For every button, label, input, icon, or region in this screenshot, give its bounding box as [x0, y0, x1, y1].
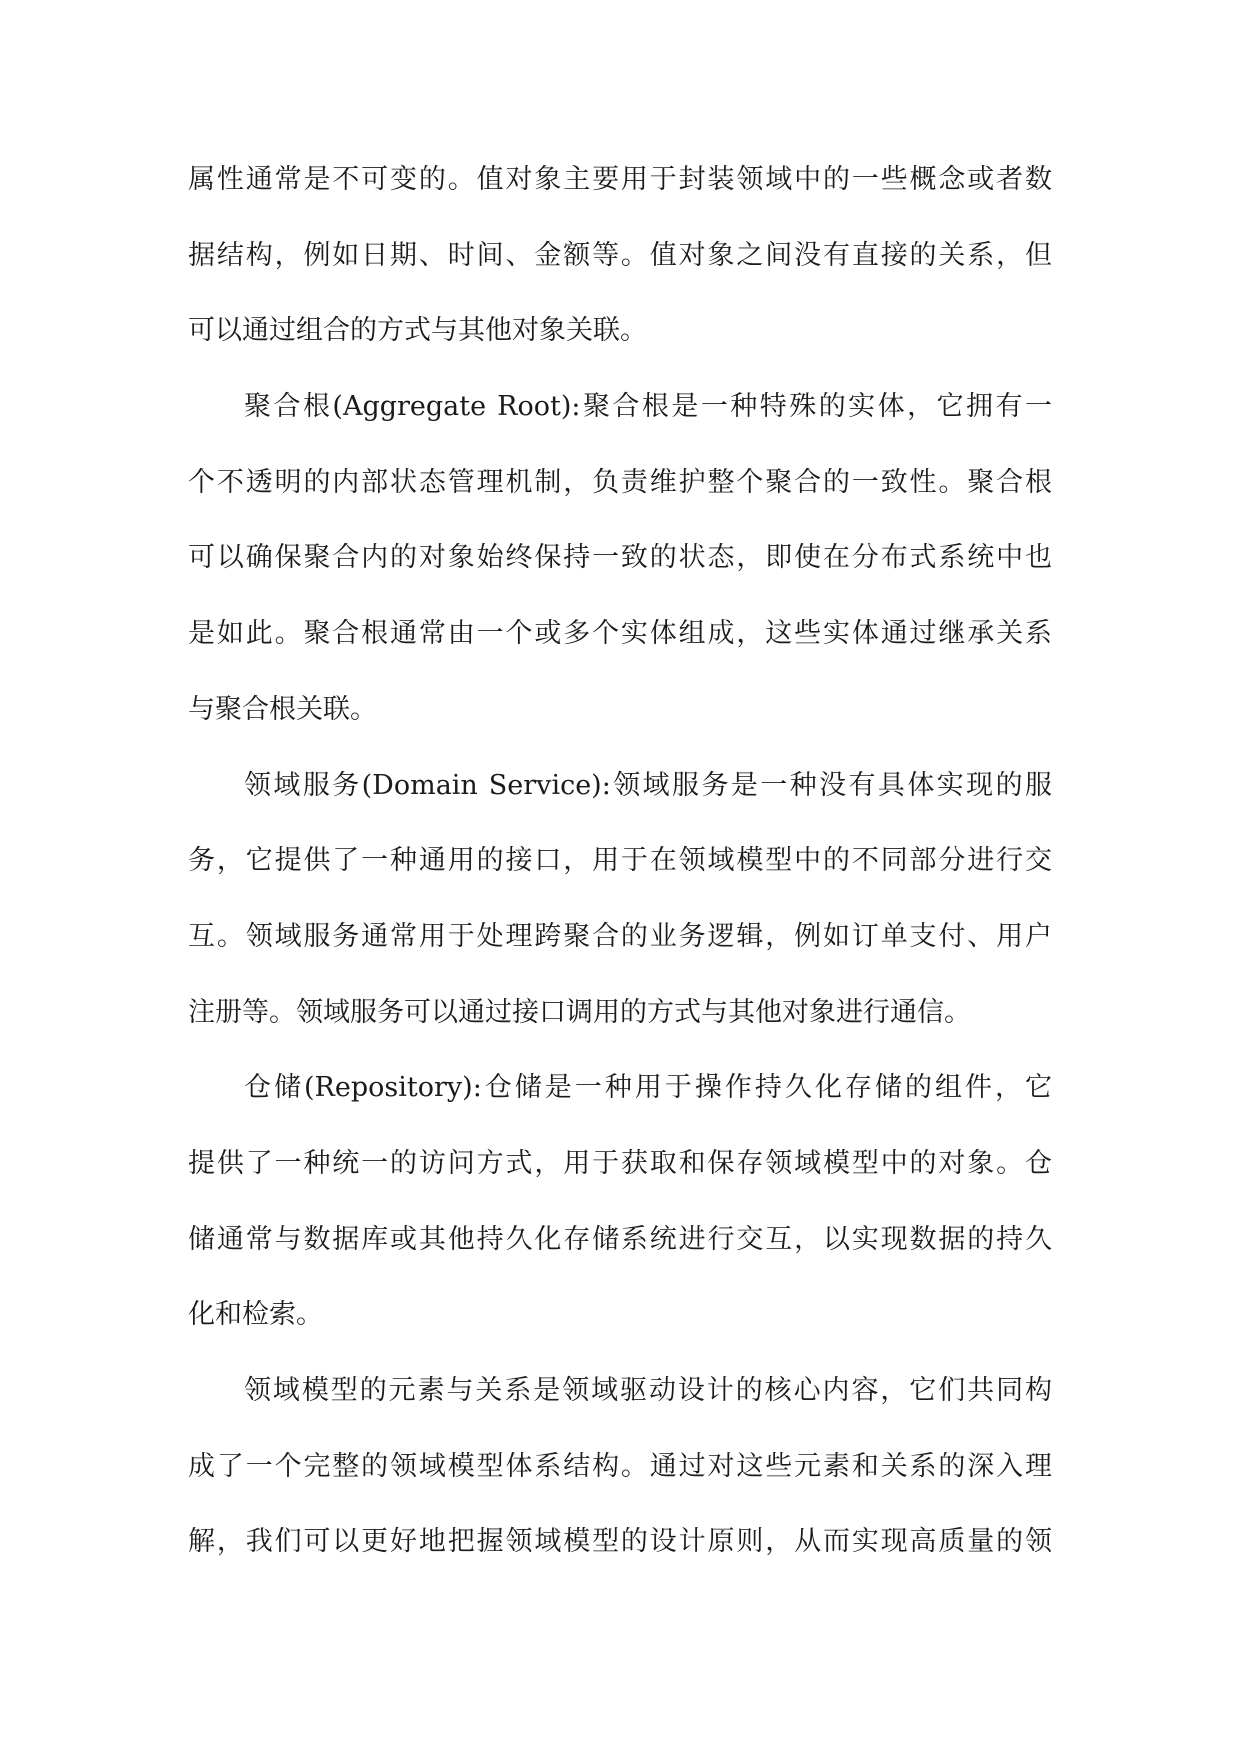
text-line: 储通常与数据库或其他持久化存储系统进行交互，以实现数据的持久 [188, 1223, 1052, 1255]
text-line: 互。领域服务通常用于处理跨聚合的业务逻辑，例如订单支付、用户 [188, 920, 1052, 952]
paragraph-first-line: 领域模型的元素与关系是领域驱动设计的核心内容，它们共同构 [244, 1375, 1052, 1406]
text-line: 据结构，例如日期、时间、金额等。值对象之间没有直接的关系，但 [188, 239, 1052, 271]
document-body [188, 142, 1052, 1580]
text-line: 个不透明的内部状态管理机制，负责维护整个聚合的一致性。聚合根 [188, 466, 1052, 498]
text-line: 属性通常是不可变的。值对象主要用于封装领域中的一些概念或者数 [188, 164, 1052, 195]
text-line: 务，它提供了一种通用的接口，用于在领域模型中的不同部分进行交 [188, 845, 1052, 877]
text-line: 可以确保聚合内的对象始终保持一致的状态，即使在分布式系统中也 [188, 542, 1052, 574]
text-line: 成了一个完整的领域模型体系结构。通过对这些元素和关系的深入理 [188, 1450, 1052, 1482]
text-line: 是如此。聚合根通常由一个或多个实体组成，这些实体通过继承关系 [188, 618, 1052, 650]
paragraph-first-line: 领域服务(Domain Service):领域服务是一种没有具体实现的服 [244, 769, 1052, 801]
text-line: 可以通过组合的方式与其他对象关联。 [188, 315, 647, 347]
text-line: 注册等。领域服务可以通过接口调用的方式与其他对象进行通信。 [188, 996, 971, 1028]
text-line: 与聚合根关联。 [188, 693, 377, 725]
text-line: 解，我们可以更好地把握领域模型的设计原则，从而实现高质量的领 [188, 1526, 1052, 1558]
paragraph-first-line: 聚合根(Aggregate Root):聚合根是一种特殊的实体，它拥有一 [244, 391, 1052, 423]
text-line: 提供了一种统一的访问方式，用于获取和保存领域模型中的对象。仓 [188, 1147, 1052, 1179]
paragraph-first-line: 仓储(Repository):仓储是一种用于操作持久化存储的组件，它 [244, 1072, 1052, 1104]
text-line: 化和检索。 [188, 1299, 323, 1331]
